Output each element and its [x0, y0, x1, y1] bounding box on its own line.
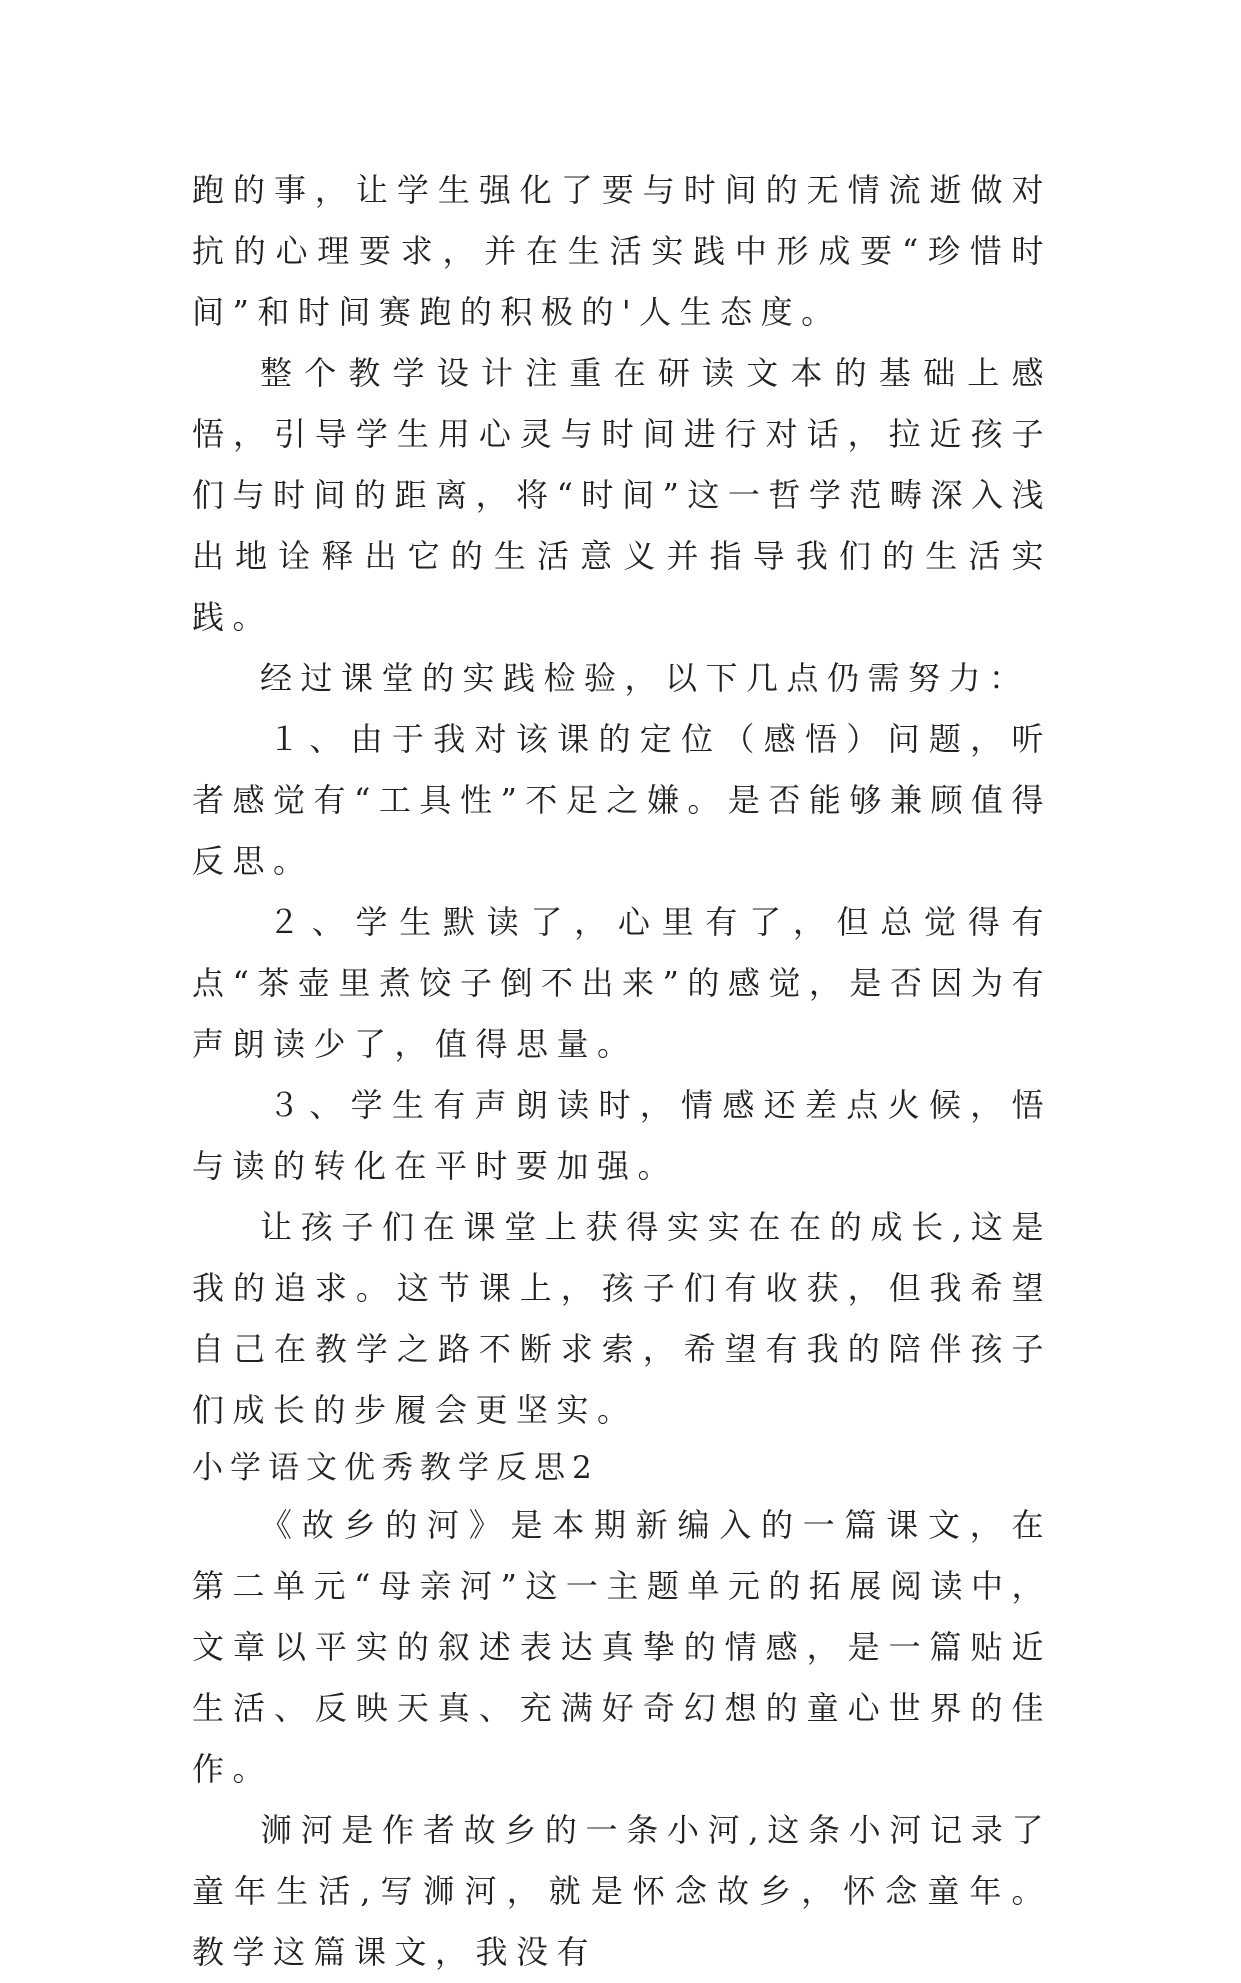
paragraph-improvement-intro: 经过课堂的实践检验，以下几点仍需努力：: [260, 659, 1030, 697]
document-body: [192, 160, 1052, 1983]
paragraph-design-summary: 整个教学设计注重在研读文本的基础上感悟，引导学生用心灵与时间进行对话，拉近孩子们与时间的距离，将“时间”这一哲学范畴深入浅出地诠释出它的生活意义并指导我们的生活实践。: [192, 354, 1052, 636]
paragraph-continuation: 跑的事，让学生强化了要与时间的无情流逝做对抗的心理要求，并在生活实践中形成要“珍惜时间”和时间赛跑的积极的'人生态度。: [192, 171, 1052, 331]
paragraph-lesson-intro: 《故乡的河》是本期新编入的一篇课文，在第二单元“母亲河”这一主题单元的拓展阅读中，文章以平实的叙述表达真挚的情感，是一篇贴近生活、反映天真、充满好奇幻想的童心世界的佳作。: [192, 1506, 1052, 1788]
section-heading: 小学语文优秀教学反思2: [192, 1450, 599, 1486]
list-item-1: １、由于我对该课的定位（感悟）问题，听者感觉有“工具性”不足之嫌。是否能够兼顾值得反思。: [192, 720, 1052, 880]
list-item-3: ３、学生有声朗读时，情感还差点火候，悟与读的转化在平时要加强。: [192, 1086, 1052, 1185]
list-item-2: ２、学生默读了，心里有了，但总觉得有点“茶壶里煮饺子倒不出来”的感觉，是否因为有声朗读少了，值得思量。: [192, 903, 1052, 1063]
paragraph-conclusion: 让孩子们在课堂上获得实实在在的成长,这是我的追求。这节课上，孩子们有收获，但我希望自己在教学之路不断求索，希望有我的陪伴孩子们成长的步履会更坚实。: [192, 1208, 1052, 1429]
paragraph-river-description: 浉河是作者故乡的一条小河,这条小河记录了童年生活,写浉河，就是怀念故乡，怀念童年。教学这篇课文，我没有: [192, 1811, 1052, 1971]
